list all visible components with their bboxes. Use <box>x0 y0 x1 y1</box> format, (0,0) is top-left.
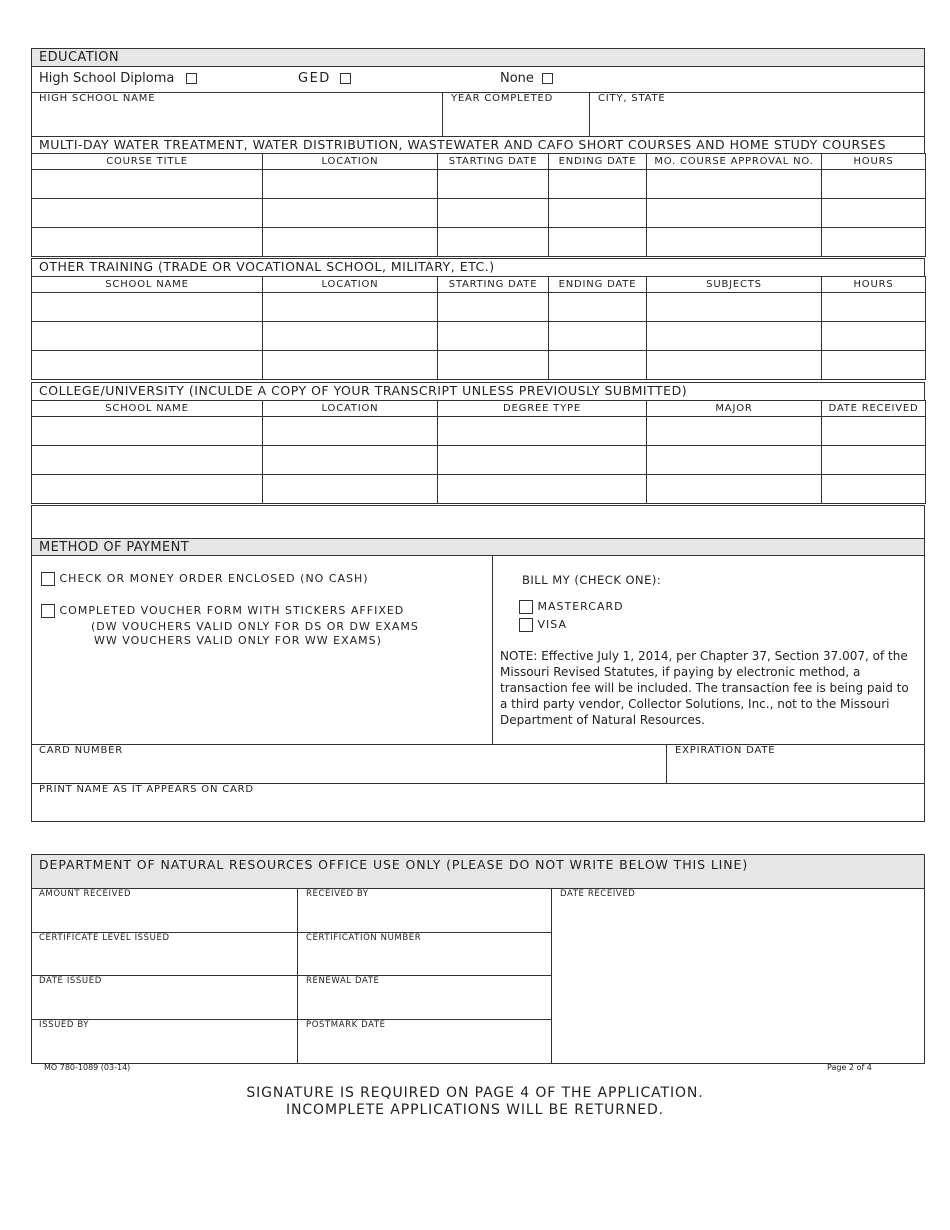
table-cell[interactable] <box>647 170 822 199</box>
table-cell[interactable] <box>438 475 647 504</box>
card-number-row <box>31 744 925 784</box>
table-cell[interactable] <box>549 293 647 322</box>
table-cell[interactable] <box>438 170 549 199</box>
ged-label: GED <box>298 71 331 86</box>
table-cell[interactable] <box>549 351 647 380</box>
table-cell[interactable] <box>32 170 263 199</box>
table-cell[interactable] <box>32 417 263 446</box>
table-cell[interactable] <box>438 322 549 351</box>
check-checkbox[interactable] <box>41 572 55 586</box>
column-header: SCHOOL NAME <box>32 277 263 293</box>
table-cell[interactable] <box>438 199 549 228</box>
mastercard-label: MASTERCARD <box>537 600 624 613</box>
voucher-option[interactable] <box>41 604 404 618</box>
column-header: DATE RECEIVED <box>822 401 926 417</box>
table-cell[interactable] <box>822 228 926 257</box>
column-header: HOURS <box>822 277 926 293</box>
column-header: DEGREE TYPE <box>438 401 647 417</box>
column-header: ENDING DATE <box>549 277 647 293</box>
table-cell[interactable] <box>263 170 438 199</box>
check-option[interactable] <box>41 572 369 586</box>
certificate-level-field[interactable]: CERTIFICATE LEVEL ISSUED <box>39 933 170 943</box>
received-by-field[interactable]: RECEIVED BY <box>306 889 369 899</box>
table-cell[interactable] <box>647 228 822 257</box>
transaction-fee-note: NOTE: Effective July 1, 2014, per Chapter 37, Section 37.007, of the Missouri Revised Statutes, if paying by electronic method, a transaction fee will be included. The transaction fee is being paid to a third party vendor, Collector Solutions, Inc., not to the Missouri Department of Natural Resources. <box>500 649 909 727</box>
column-header: LOCATION <box>263 277 438 293</box>
column-header: SCHOOL NAME <box>32 401 263 417</box>
none-option[interactable] <box>500 71 553 86</box>
table-cell[interactable] <box>32 446 263 475</box>
table-row <box>32 293 926 322</box>
table-row <box>32 351 926 380</box>
office-header: DEPARTMENT OF NATURAL RESOURCES OFFICE USE ONLY (PLEASE DO NOT WRITE BELOW THIS LINE) <box>31 854 925 889</box>
table-cell[interactable] <box>263 351 438 380</box>
table-cell[interactable] <box>822 170 926 199</box>
table-cell[interactable] <box>32 475 263 504</box>
table-cell[interactable] <box>549 322 647 351</box>
form-number: MO 780-1089 (03-14) <box>44 1063 131 1072</box>
issued-by-field[interactable]: ISSUED BY <box>39 1020 90 1030</box>
table-cell[interactable] <box>32 293 263 322</box>
courses-table <box>31 153 926 257</box>
table-row <box>32 199 926 228</box>
column-header: STARTING DATE <box>438 154 549 170</box>
page-number: Page 2 of 4 <box>827 1063 872 1072</box>
visa-checkbox[interactable] <box>519 618 533 632</box>
table-cell[interactable] <box>647 417 822 446</box>
table-cell[interactable] <box>822 475 926 504</box>
table-cell[interactable] <box>549 228 647 257</box>
table-cell[interactable] <box>263 199 438 228</box>
voucher-note-line1: (DW VOUCHERS VALID ONLY FOR DS OR DW EXAMS <box>91 620 419 633</box>
column-header: MAJOR <box>647 401 822 417</box>
table-cell[interactable] <box>263 446 438 475</box>
college-table <box>31 400 926 504</box>
table-cell[interactable] <box>647 199 822 228</box>
column-header: LOCATION <box>263 154 438 170</box>
table-cell[interactable] <box>438 446 647 475</box>
ged-checkbox[interactable] <box>340 73 351 84</box>
table-cell[interactable] <box>263 322 438 351</box>
card-number-field[interactable]: CARD NUMBER <box>39 745 124 756</box>
visa-label: VISA <box>537 618 567 631</box>
table-cell[interactable] <box>647 322 822 351</box>
college-title: COLLEGE/UNIVERSITY (INCULDE A COPY OF YOUR TRANSCRIPT UNLESS PREVIOUSLY SUBMITTED) <box>39 383 688 398</box>
column-header: SUBJECTS <box>647 277 822 293</box>
table-row <box>32 417 926 446</box>
table-cell[interactable] <box>647 293 822 322</box>
date-issued-field[interactable]: DATE ISSUED <box>39 976 102 986</box>
table-cell[interactable] <box>438 351 549 380</box>
table-cell[interactable] <box>822 293 926 322</box>
column-header: ENDING DATE <box>549 154 647 170</box>
table-row <box>32 475 926 504</box>
none-label: None <box>500 71 534 86</box>
table-cell[interactable] <box>822 351 926 380</box>
table-cell[interactable] <box>822 417 926 446</box>
column-header: COURSE TITLE <box>32 154 263 170</box>
visa-option[interactable] <box>519 618 567 632</box>
table-row <box>32 170 926 199</box>
renewal-date-field[interactable]: RENEWAL DATE <box>306 976 380 986</box>
high-school-name-field[interactable]: HIGH SCHOOL NAME <box>39 93 156 104</box>
column-header: MO. COURSE APPROVAL NO. <box>647 154 822 170</box>
table-cell[interactable] <box>822 446 926 475</box>
table-cell[interactable] <box>822 322 926 351</box>
voucher-note-line2: WW VOUCHERS VALID ONLY FOR WW EXAMS) <box>94 634 382 647</box>
table-cell[interactable] <box>32 351 263 380</box>
mastercard-option[interactable] <box>519 600 624 614</box>
city-state-field[interactable]: CITY, STATE <box>598 93 666 104</box>
expiration-date-field[interactable]: EXPIRATION DATE <box>675 745 776 756</box>
signature-required-notice <box>0 1085 950 1119</box>
table-row <box>32 228 926 257</box>
notice-line2: INCOMPLETE APPLICATIONS WILL BE RETURNED. <box>285 1102 665 1118</box>
table-row <box>32 322 926 351</box>
office-date-received-field[interactable]: DATE RECEIVED <box>560 889 636 899</box>
table-cell[interactable] <box>263 228 438 257</box>
table-cell[interactable] <box>32 199 263 228</box>
column-header: LOCATION <box>263 401 438 417</box>
table-cell[interactable] <box>438 293 549 322</box>
voucher-checkbox[interactable] <box>41 604 55 618</box>
high-school-diploma-checkbox[interactable] <box>186 73 197 84</box>
column-header: STARTING DATE <box>438 277 549 293</box>
table-cell[interactable] <box>263 293 438 322</box>
print-name-field[interactable]: PRINT NAME AS IT APPEARS ON CARD <box>39 784 254 795</box>
certification-number-field[interactable]: CERTIFICATION NUMBER <box>306 933 422 943</box>
courses-title: MULTI-DAY WATER TREATMENT, WATER DISTRIBUTION, WASTEWATER AND CAFO SHORT COURSES AND HOME STUDY COURSES <box>39 137 886 152</box>
education-header: EDUCATION <box>31 48 925 67</box>
ged-option[interactable] <box>298 71 351 86</box>
column-header: HOURS <box>822 154 926 170</box>
postmark-date-field[interactable]: POSTMARK DATE <box>306 1020 386 1030</box>
office-box <box>31 888 925 1064</box>
table-cell[interactable] <box>32 322 263 351</box>
high-school-diploma-label: High School Diploma <box>39 71 175 86</box>
amount-received-field[interactable]: AMOUNT RECEIVED <box>39 889 132 899</box>
none-checkbox[interactable] <box>542 73 553 84</box>
table-cell[interactable] <box>549 199 647 228</box>
high-school-diploma-option[interactable] <box>39 71 197 86</box>
table-cell[interactable] <box>647 475 822 504</box>
notice-line1: SIGNATURE IS REQUIRED ON PAGE 4 OF THE APPLICATION. <box>246 1085 704 1101</box>
table-cell[interactable] <box>32 228 263 257</box>
bill-my-label: BILL MY (CHECK ONE): <box>522 573 662 587</box>
college-blank-row <box>31 505 925 539</box>
table-cell[interactable] <box>647 351 822 380</box>
table-cell[interactable] <box>438 417 647 446</box>
table-cell[interactable] <box>822 199 926 228</box>
table-cell[interactable] <box>549 170 647 199</box>
mastercard-checkbox[interactable] <box>519 600 533 614</box>
payment-header: METHOD OF PAYMENT <box>31 538 925 556</box>
table-cell[interactable] <box>263 417 438 446</box>
table-cell[interactable] <box>263 475 438 504</box>
table-cell[interactable] <box>438 228 549 257</box>
table-cell[interactable] <box>647 446 822 475</box>
check-label: CHECK OR MONEY ORDER ENCLOSED (NO CASH) <box>59 572 369 585</box>
other-training-table <box>31 276 926 380</box>
other-training-title: OTHER TRAINING (TRADE OR VOCATIONAL SCHOOL, MILITARY, ETC.) <box>39 259 495 274</box>
year-completed-field[interactable]: YEAR COMPLETED <box>451 93 554 104</box>
table-row <box>32 446 926 475</box>
voucher-label: COMPLETED VOUCHER FORM WITH STICKERS AFFIXED <box>59 604 405 617</box>
